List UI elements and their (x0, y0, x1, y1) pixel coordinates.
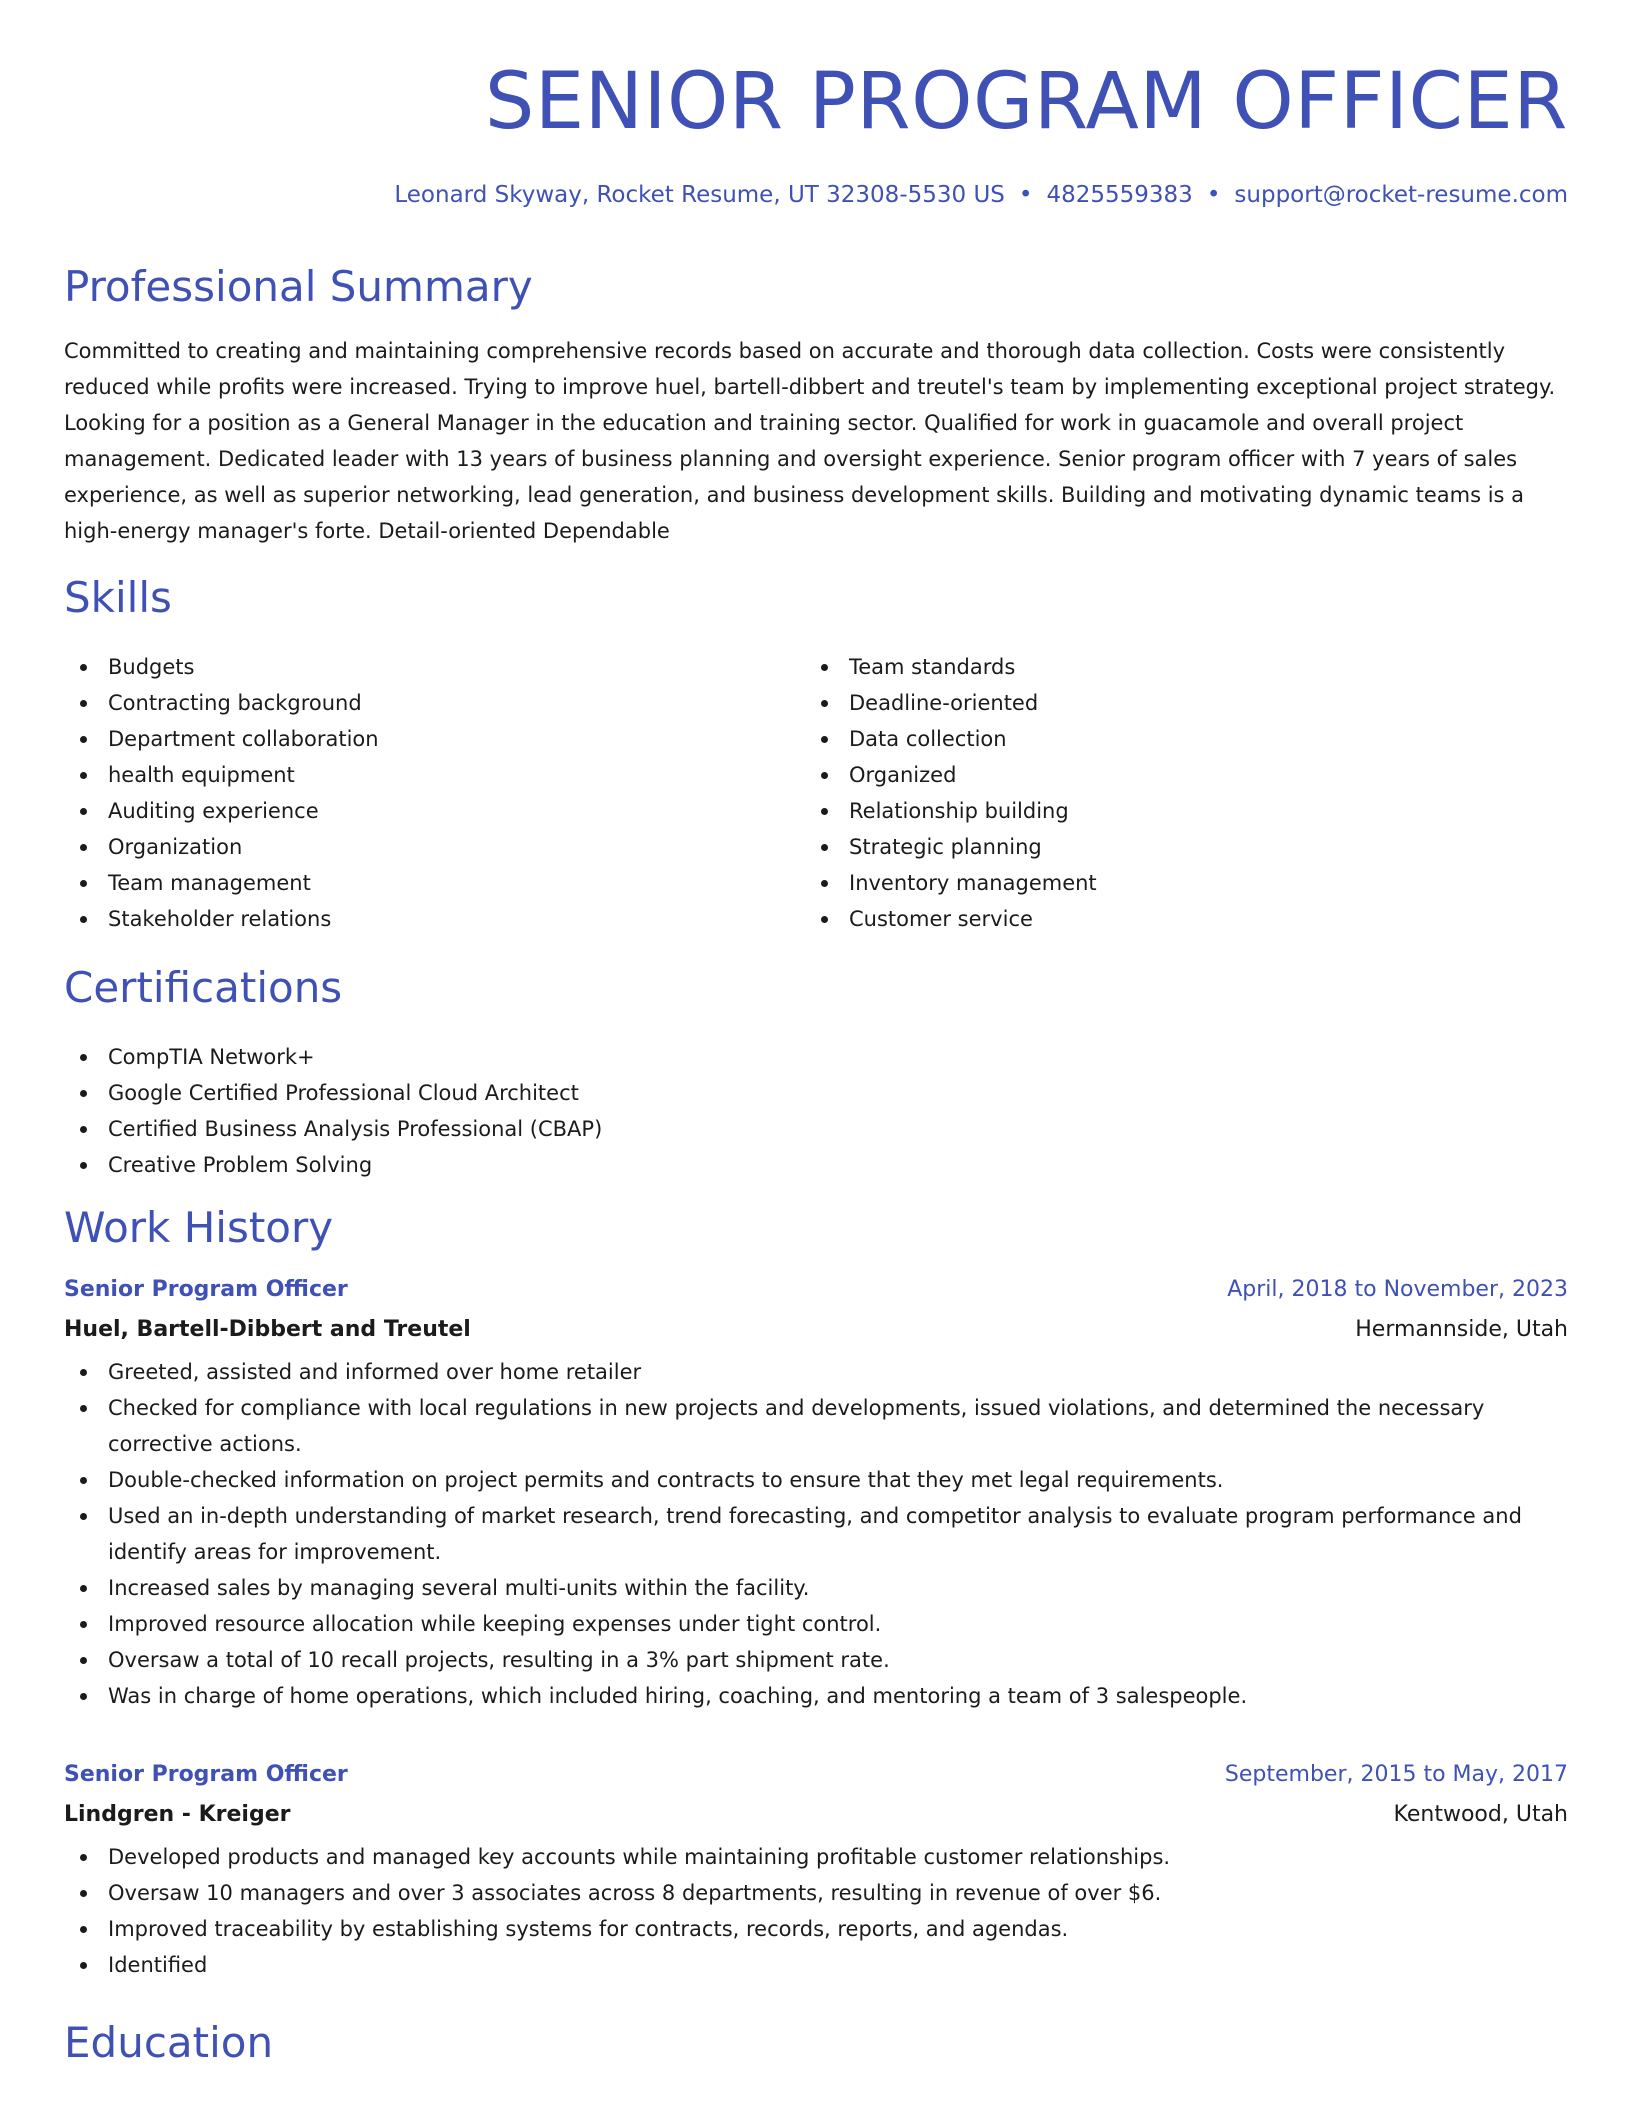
job-dates: September, 2015 to May, 2017 (1224, 1762, 1568, 1787)
skill-item: Relationship building (805, 793, 1565, 829)
skill-item: Data collection (805, 721, 1565, 757)
skill-item: Strategic planning (805, 829, 1565, 865)
work-history-heading: Work History (64, 1203, 334, 1252)
job-title: Senior Program Officer (64, 1277, 348, 1302)
skill-item: Customer service (805, 901, 1565, 937)
skills-list-left (64, 649, 794, 937)
skill-item: health equipment (64, 757, 794, 793)
job-bullet: Checked for compliance with local regulations in new projects and developments, issued violations, and determined the necessary corrective actions. (64, 1390, 1568, 1462)
job-bullet: Used an in-depth understanding of market research, trend forecasting, and competitor analysis to evaluate program performance and identify areas for improvement. (64, 1498, 1568, 1570)
job-title: Senior Program Officer (64, 1762, 348, 1787)
work-entry (64, 1759, 1568, 1983)
job-location: Kentwood, Utah (1393, 1802, 1568, 1827)
job-location: Hermannside, Utah (1355, 1317, 1568, 1342)
skills-heading: Skills (64, 573, 172, 622)
certification-item: Creative Problem Solving (64, 1147, 1568, 1183)
summary-text: Committed to creating and maintaining comprehensive records based on accurate and thorough data collection. Costs were consistently reduced while profits were increased. Trying to improve huel, bartell-dibbert and treutel's team by implementing exceptional project strategy. Looking for a position as a General Manager in the education and training sector. Qualified for work in guacamole and overall project management. Dedicated leader with 13 years of business planning and oversight experience. Senior program officer with 7 years of sales experience, as well as superior networking, lead generation, and business development skills. Building and motivating dynamic teams is a high-energy manager's forte. Detail-oriented Dependable (64, 339, 1556, 543)
skill-item: Inventory management (805, 865, 1565, 901)
job-bullet: Increased sales by managing several multi-units within the facility. (64, 1570, 1568, 1606)
skill-item: Auditing experience (64, 793, 794, 829)
work-entry (64, 1274, 1568, 1714)
job-bullets (64, 1354, 1568, 1714)
certifications-list (64, 1039, 1568, 1183)
certifications-heading: Certifications (64, 963, 343, 1012)
education-heading: Education (64, 2018, 274, 2067)
contact-email: support@rocket-resume.com (1234, 182, 1568, 208)
job-bullet: Improved resource allocation while keeping expenses under tight control. (64, 1606, 1568, 1642)
job-bullet: Greeted, assisted and informed over home retailer (64, 1354, 1568, 1390)
summary-heading: Professional Summary (64, 262, 533, 311)
job-bullet: Oversaw 10 managers and over 3 associates across 8 departments, resulting in revenue of over $6. (64, 1875, 1568, 1911)
contact-phone: 4825559383 (1046, 182, 1193, 208)
certification-item: CompTIA Network+ (64, 1039, 1568, 1075)
job-bullet: Improved traceability by establishing systems for contracts, records, reports, and agendas. (64, 1911, 1568, 1947)
skills-list-right (805, 649, 1565, 937)
certification-item: Certified Business Analysis Professional (CBAP) (64, 1111, 1568, 1147)
skill-item: Department collaboration (64, 721, 794, 757)
job-bullet: Double-checked information on project permits and contracts to ensure that they met legal requirements. (64, 1462, 1568, 1498)
job-bullet: Was in charge of home operations, which included hiring, coaching, and mentoring a team of 3 salespeople. (64, 1678, 1568, 1714)
skill-item: Stakeholder relations (64, 901, 794, 937)
skill-item: Contracting background (64, 685, 794, 721)
job-bullet: Identified (64, 1947, 1568, 1983)
resume-title: SENIOR PROGRAM OFFICER (484, 57, 1568, 147)
job-bullet: Developed products and managed key accounts while maintaining profitable customer relationships. (64, 1839, 1568, 1875)
job-bullets (64, 1839, 1568, 1983)
skill-item: Team management (64, 865, 794, 901)
skill-item: Organized (805, 757, 1565, 793)
skill-item: Organization (64, 829, 794, 865)
skill-item: Team standards (805, 649, 1565, 685)
job-company: Lindgren - Kreiger (64, 1802, 291, 1827)
skill-item: Deadline-oriented (805, 685, 1565, 721)
certification-item: Google Certified Professional Cloud Architect (64, 1075, 1568, 1111)
contact-separator: • (1018, 182, 1033, 208)
job-company: Huel, Bartell-Dibbert and Treutel (64, 1317, 471, 1342)
contact-separator: • (1206, 182, 1221, 208)
contact-address: Leonard Skyway, Rocket Resume, UT 32308-5530 US (394, 182, 1005, 208)
job-dates: April, 2018 to November, 2023 (1227, 1277, 1568, 1302)
job-bullet: Oversaw a total of 10 recall projects, resulting in a 3% part shipment rate. (64, 1642, 1568, 1678)
contact-line (394, 180, 1568, 210)
skill-item: Budgets (64, 649, 794, 685)
